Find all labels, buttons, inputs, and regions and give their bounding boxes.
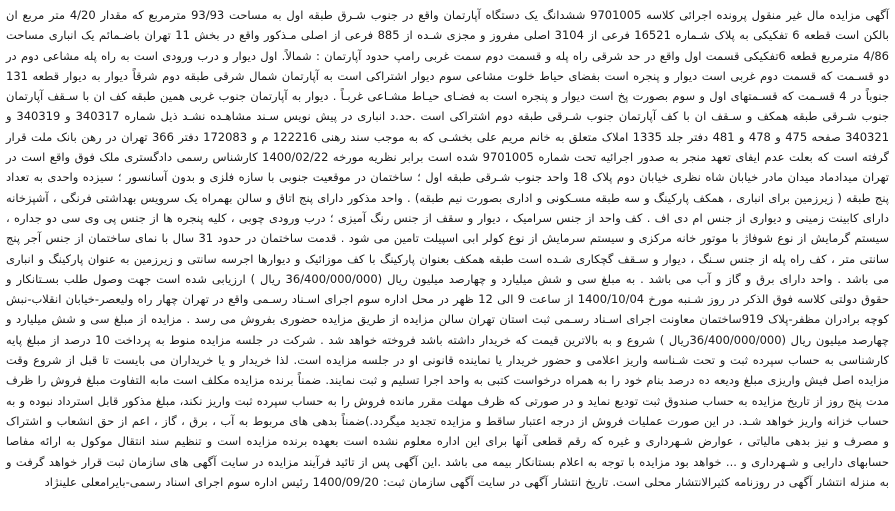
auction-notice-text: آگهی مزایده مال غیر منقول پرونده اجرائی کلاسه 9701005 ششدانگ یک دستگاه آپارتمان واقع در جنوب شـرق طبقه اول به مساحت 93/93 مترمربع که مقدار 4/20 متر مربع ان بالکن است قطعه 6 تفکیکی به پلاک شـماره 16521 فرعی از 3104 اصلی مفروز و مجزی شـده از 885 فرعی از اصلی مـذکور واقع در بخش 11 تهران باضـمائم یک انباری مساحت 4/86 مترمربع قطعه 6تفکیکی قسمت اول واقع در حد شرقی راه پله و قسمت دوم سمت غربی رامپ حدود آپارتمان : شمالاً. اول دیوار و درب ورودی است به راه پله مشاعی دوم در دو قسـمت که قسمت دوم غربی است دیوار و پنجره است بفضای حیاط خلوت مشاعی سوم دیوار اشتراکی است به آپارتمان شمال شرقی طبقه دوم شرقاً دیوار به دیوار قطعه 131 جنوباً در 4 قسـمت که قسـمتهای اول و سوم بصورت پخ است دیوار و پنجره است به فضـای حیـاط مشـاعی غربـاً . دیوار به آپارتمان جنوب غربی همین طبقه کف ان با سـقف آپارتمان جنوب شـرقی طبقه همکف و سـقف ان با کف آپارتمان جنوب شـرقی طبقه دوم اشتراکی است .حد.د انباری در پیش نویس سـند مشاهـده نشـد ذیل شماره 340317 و 340319 و 340321 صفحه 475 و 478 و 481 دفتر جلد 1335 املاک متعلق به خانم مریم علی بخشـی که به موجب سند رهنی 122216 م و 172083 دفتر 366 تهران در رهن بانک ملت قرار گرفته است که بعلت عدم ایفای تعهد منجر به صدور اجرائیه تحت شماره 9701005 شده است برابر نظریه مورخه 1400/02/22 کارشناس رسمی دادگستری ملک فوق واقع است در تهران میدادماد میدان مادر خیابان شاه نظری خیابان دوم پلاک 18 واحد جنوب شـرقی طبقه اول ؛ ساختمان در موقعیت جنوبی با سازه فلزی و بدون آسانسور ؛ سیزده واحدی به تعداد پنج طبقه ( زیرزمین برای انباری ، همکف پارکینگ و سه طبقه مسـکونی و اداری بصورت نیم طبقه) . واحد مذکور دارای پنج اتاق و سالن بهمراه یک سرویس بهداشتی فرنگی ، آشپزخانه دارای کابینت زمینی و دیواری از جنس ام دی اف . کف واحد از جنس سرامیک ، دیوار و سقف از جنس رنگ آمیزی ؛ درب ورودی چوبی ، کلیه پنجره ها از جنس پی وی سی دو جداره ، سیستم گرمایش از نوع شوفاژ با موتور خانه مرکزی و سیستم سرمایش از نوع کولر ابی اسپیلت تامین می شود . قدمت ساختمان در حدود 31 سال با نمای ساختمان از جنس آجر پنج سانتی متر ، کف راه پله از جنس سـنگ ، دیوار و سـقف گچکاری شـده است طبقه همکف بعنوان پارکینگ با کف موزائیک و دیوارها اجرسه سانتی و زیرزمین به عنوان پارکینگ و انباری می باشد . واحد دارای برق و گاز و آب می باشد . به مبلغ سی و شش میلیارد و چهارصد میلیون ریال (36/400/000/000 ریال ) ارزیابی شده است جهت وصول طلب بسـتانکار و حقوق دولتی کلاسه فوق الذکر در روز شـنبه مورخ 1400/10/04 از ساعت 9 الی 12 ظهر در محل اداره سوم اجرای اسـناد رسـمی واقع در تهران چهار راه ولیعصر-خیابان انقلاب-نبش کوچه برادران مظفر-پلاک 919ساختمان معاونت اجرای اسـناد رسـمی ثبت استان تهران سالن مزایده از طریق مزایده حضوری بفروش می رسد . مزایده از مبلغ سی و شش میلیارد و چهارصد میلیون ریال (36/400/000/000ریال ) شروع و به بالاترین قیمت که خریدار داشته باشد فروخته خواهد شد . شرکت در جلسه مزایده منوط به پرداخت 10 درصد از مبلغ پایه کارشناسی به حساب سپرده ثبت و تحت شـناسه واریز اعلامی و حضور خریدار یا نماینده قانونی او در جلسه مزایده است. لذا خریدار و یا خریداران می بایست تا قبل از شروع وقت مزایده اصل فیش واریزی مبلغ ودیعه ده درصد بنام خود را به همراه درخواست کتبی به واحد اجرا تسلیم و ثبت نمایند. ضمناً برنده مزایده مکلف است مابه التفاوت مبلغ فروش را ظرف مدت پنج روز از تاریخ مزایده به حساب صندوق ثبت تودیع نماید و در صورتی که ظرف مهلت مقرر مانده فروش را به حساب سپرده ثبت واریز نکند، مبلغ مذکور قابل استرداد نبوده و به حساب خزانه واریز خواهد شـد. در این صورت عملیات فروش از درجه اعتبار ساقط و مزایده تجدید میگردد.)ضمناً بدهی های مربوط به آب ، برق ، گاز ، اعم از حق انشعاب و اشتراک و مصرف و نیز بدهی مالیاتی ، عوارض شـهرداری و غیره که رقم قطعی آنها برای این اداره معلوم نشده است بعهده برنده مزایده است و تنظیم سند انتقال موکول به ارائه مفاصا حسابهای دارایی و شـهرداری و ... خواهد بود مزایده با توجه به اعلام بستانکار بیمه می باشد .این آگهی پس از تائید فرآیند مزایده در سایت آگهی های سازمان ثبت قرار خواهد گرفت و به منزله انتشار آگهی در روزنامه کثیرالانتشار محلی است. تاریخ انتشار آگهی در سایت آگهی سازمان ثبت: 1400/09/20 رئیس اداره سوم اجرای اسناد رسمی-بایرامعلی علینژاد <box>6 8 890 489</box>
